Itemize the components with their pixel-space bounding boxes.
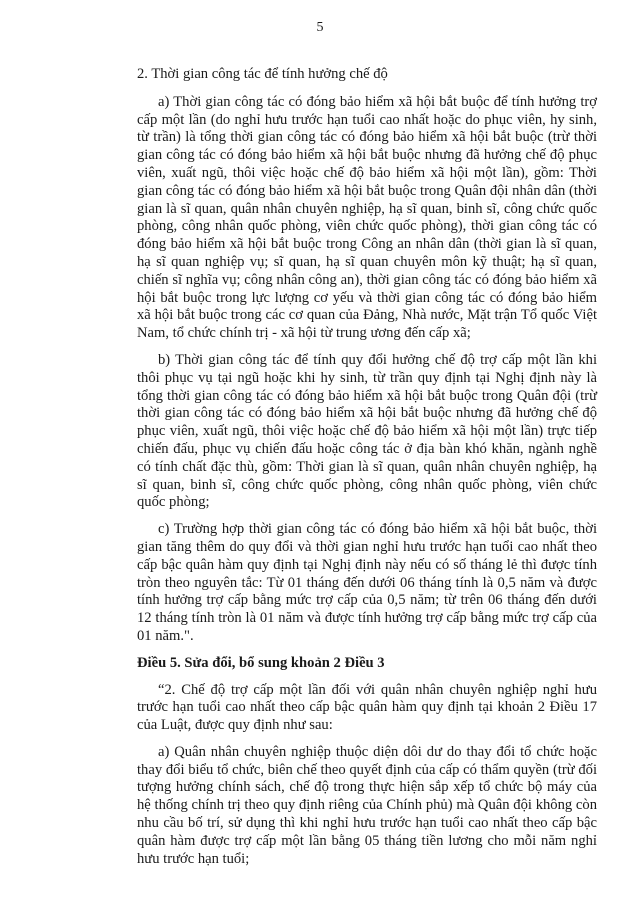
- paragraph-c: c) Trường hợp thời gian công tác có đóng bảo hiểm xã hội bắt buộc, thời gian tăng thêm do quy đổi và thời gian nghỉ hưu trước hạn tuổi cao nhất theo cấp bậc quân hàm quy định tại Nghị định này nếu có số tháng lẻ thì được tính tròn theo nguyên tắc: Từ 01 tháng đến dưới 06 tháng tính là 0,5 năm và được tính hưởng trợ cấp bằng mức trợ cấp của 0,5 năm; từ trên 06 tháng đến dưới 12 tháng tính tròn là 01 năm và được tính hưởng trợ cấp bằng mức trợ cấp của 01 năm.".: [137, 521, 597, 644]
- paragraph-a: a) Thời gian công tác có đóng bảo hiểm xã hội bắt buộc để tính hưởng trợ cấp một lần (do nghỉ hưu trước hạn tuổi cao nhất hoặc do phục viên, hy sinh, từ trần) là tổng thời gian công tác có đóng bảo hiểm xã hội bắt buộc (trừ thời gian công tác có đóng bảo hiểm xã hội bắt buộc nhưng đã hưởng chế độ phục viên, xuất ngũ, thôi việc hoặc chế độ bảo hiểm xã hội một lần), gồm: Thời gian công tác có đóng bảo hiểm xã hội bắt buộc trong Quân đội nhân dân (thời gian là sĩ quan, quân nhân chuyên nghiệp, hạ sĩ quan, binh sĩ, công chức quốc phòng, công nhân quốc phòng, viên chức quốc phòng), thời gian công tác có đóng bảo hiểm xã hội bắt buộc trong Công an nhân dân (thời gian là sĩ quan, hạ sĩ quan nghiệp vụ; sĩ quan, hạ sĩ quan chuyên môn kỹ thuật; hạ sĩ quan, chiến sĩ nghĩa vụ; công nhân công an), thời gian công tác có đóng bảo hiểm xã hội bắt buộc trong lực lượng cơ yếu và thời gian công tác có đóng bảo hiểm xã hội bắt buộc trong các cơ quan của Đảng, Nhà nước, Mặt trận Tổ quốc Việt Nam, tổ chức chính trị - xã hội từ trung ương đến cấp xã;: [137, 93, 597, 342]
- paragraph-quote: “2. Chế độ trợ cấp một lần đối với quân nhân chuyên nghiệp nghỉ hưu trước hạn tuổi cao nhất theo cấp bậc quân hàm quy định tại khoản 2 Điều 17 của Luật, được quy định như sau:: [137, 681, 597, 734]
- paragraph-b: b) Thời gian công tác để tính quy đổi hưởng chế độ trợ cấp một lần khi thôi phục vụ tại ngũ hoặc khi hy sinh, từ trần quy định tại Nghị định này là tổng thời gian công tác có đóng bảo hiểm xã hội bắt buộc trong Quân đội (trừ thời gian công tác có đóng bảo hiểm xã hội bắt buộc nhưng đã hưởng chế độ phục viên, xuất ngũ, thôi việc hoặc chế độ bảo hiểm xã hội một lần) trực tiếp chiến đấu, phục vụ chiến đấu hoặc công tác ở địa bàn khó khăn, ngành nghề có tính chất đặc thù, gồm: Thời gian là sĩ quan, quân nhân chuyên nghiệp, hạ sĩ quan, binh sĩ, công chức quốc phòng, công nhân quốc phòng, viên chức quốc phòng;: [137, 351, 597, 511]
- paragraph-a2: a) Quân nhân chuyên nghiệp thuộc diện dôi dư do thay đổi tổ chức hoặc thay đổi biểu tổ chức, biên chế theo quyết định của cấp có thẩm quyền (trừ đối tượng hưởng chính sách, chế độ trong thực hiện sắp xếp tổ chức bộ máy của hệ thống chính trị theo quy định riêng của Chính phủ) mà Quân đội không còn nhu cầu bố trí, sử dụng thì khi nghỉ hưu trước hạn tuổi cao nhất theo cấp bậc quân hàm được trợ cấp một lần bằng 05 tháng tiền lương cho mỗi năm nghỉ hưu trước hạn tuổi;: [137, 743, 597, 867]
- section-heading: 2. Thời gian công tác để tính hưởng chế độ: [137, 66, 388, 82]
- page-number: 5: [316, 20, 324, 35]
- article-title: Điều 5. Sửa đổi, bổ sung khoản 2 Điều 3: [137, 654, 385, 671]
- document-body: [137, 66, 597, 868]
